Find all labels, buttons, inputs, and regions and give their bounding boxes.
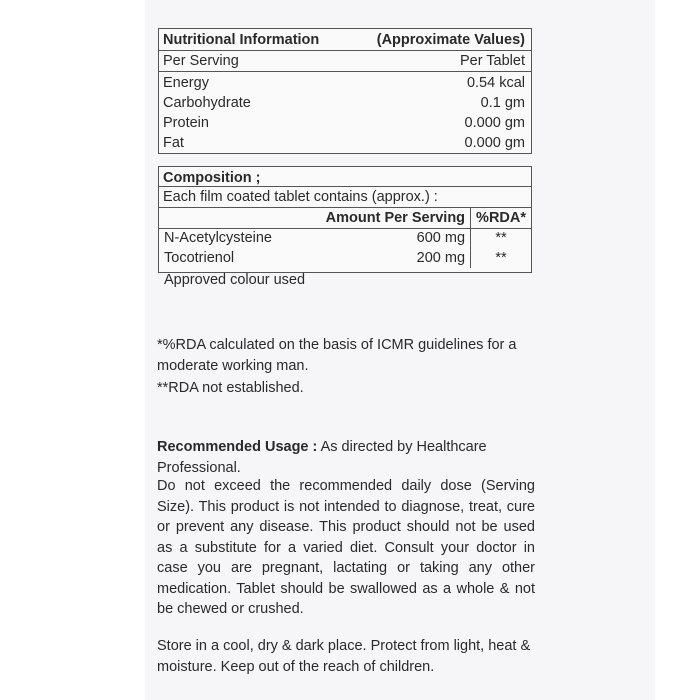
ingredient-amount: 600 mg: [416, 230, 466, 247]
ingredient-rda: **: [471, 248, 531, 268]
nutrition-row-fat: [159, 133, 531, 153]
serving-label: Per Serving: [163, 53, 239, 69]
nutrition-values-header: (Approximate Values): [376, 31, 525, 48]
nutrient-name: Protein: [163, 115, 209, 131]
nutrition-title: Nutritional Information: [163, 31, 320, 48]
composition-grid: [159, 208, 531, 268]
nutrition-header-row: [159, 29, 531, 51]
usage-warning: Do not exceed the recommended daily dose (Serving Size). This product is not intended to diagnose, treat, cure or prevent any disease. This product should not be used as a substitute for a varied diet. Consult your doctor in case you are pregnant, lactating or taking any other medication. Tablet should be swallowed as a whole & not be chewed or crushed.: [157, 478, 535, 617]
composition-description: Each film coated tablet contains (approx.) :: [159, 187, 531, 208]
storage-instructions: Store in a cool, dry & dark place. Protect from light, heat & moisture. Keep out of the reach of children.: [157, 638, 531, 675]
composition-table: [158, 166, 532, 273]
table-row: [159, 228, 531, 248]
nutrition-row-energy: [159, 73, 531, 93]
composition-header-row: [159, 208, 531, 228]
recommended-usage: [157, 437, 535, 478]
nutrition-row-protein: [159, 113, 531, 133]
ingredient-rda: **: [471, 228, 531, 248]
usage-label: Recommended Usage :: [157, 439, 318, 455]
nutrient-value: 0.000 gm: [464, 115, 525, 131]
nutrition-table: [158, 28, 532, 154]
composition-col-amount: Amount Per Serving: [159, 208, 471, 228]
rda-footnote: *%RDA calculated on the basis of ICMR guidelines for a moderate working man.: [157, 337, 517, 374]
nutrient-name: Fat: [163, 135, 184, 151]
serving-value: Per Tablet: [459, 53, 525, 69]
nutrient-value: 0.1 gm: [480, 95, 525, 111]
composition-title: Composition ;: [159, 167, 531, 187]
nutrient-value: 0.000 gm: [464, 135, 525, 151]
approved-colour-note: Approved colour used: [164, 272, 306, 288]
nutrient-value: 0.54 kcal: [466, 75, 525, 91]
nutrient-name: Energy: [163, 75, 209, 91]
table-row: [159, 248, 531, 268]
nutrition-row-carbohydrate: [159, 93, 531, 113]
ingredient-name: Tocotrienol: [164, 250, 235, 266]
ingredient-name: N-Acetylcysteine: [164, 230, 272, 247]
nutrient-name: Carbohydrate: [163, 95, 251, 111]
nutrition-serving-row: [159, 51, 531, 72]
usage-text: As directed by Healthcare Professional.: [157, 439, 487, 476]
rda-not-established: **RDA not established.: [157, 380, 304, 396]
ingredient-amount: 200 mg: [416, 250, 466, 266]
composition-col-rda: %RDA*: [471, 208, 531, 228]
